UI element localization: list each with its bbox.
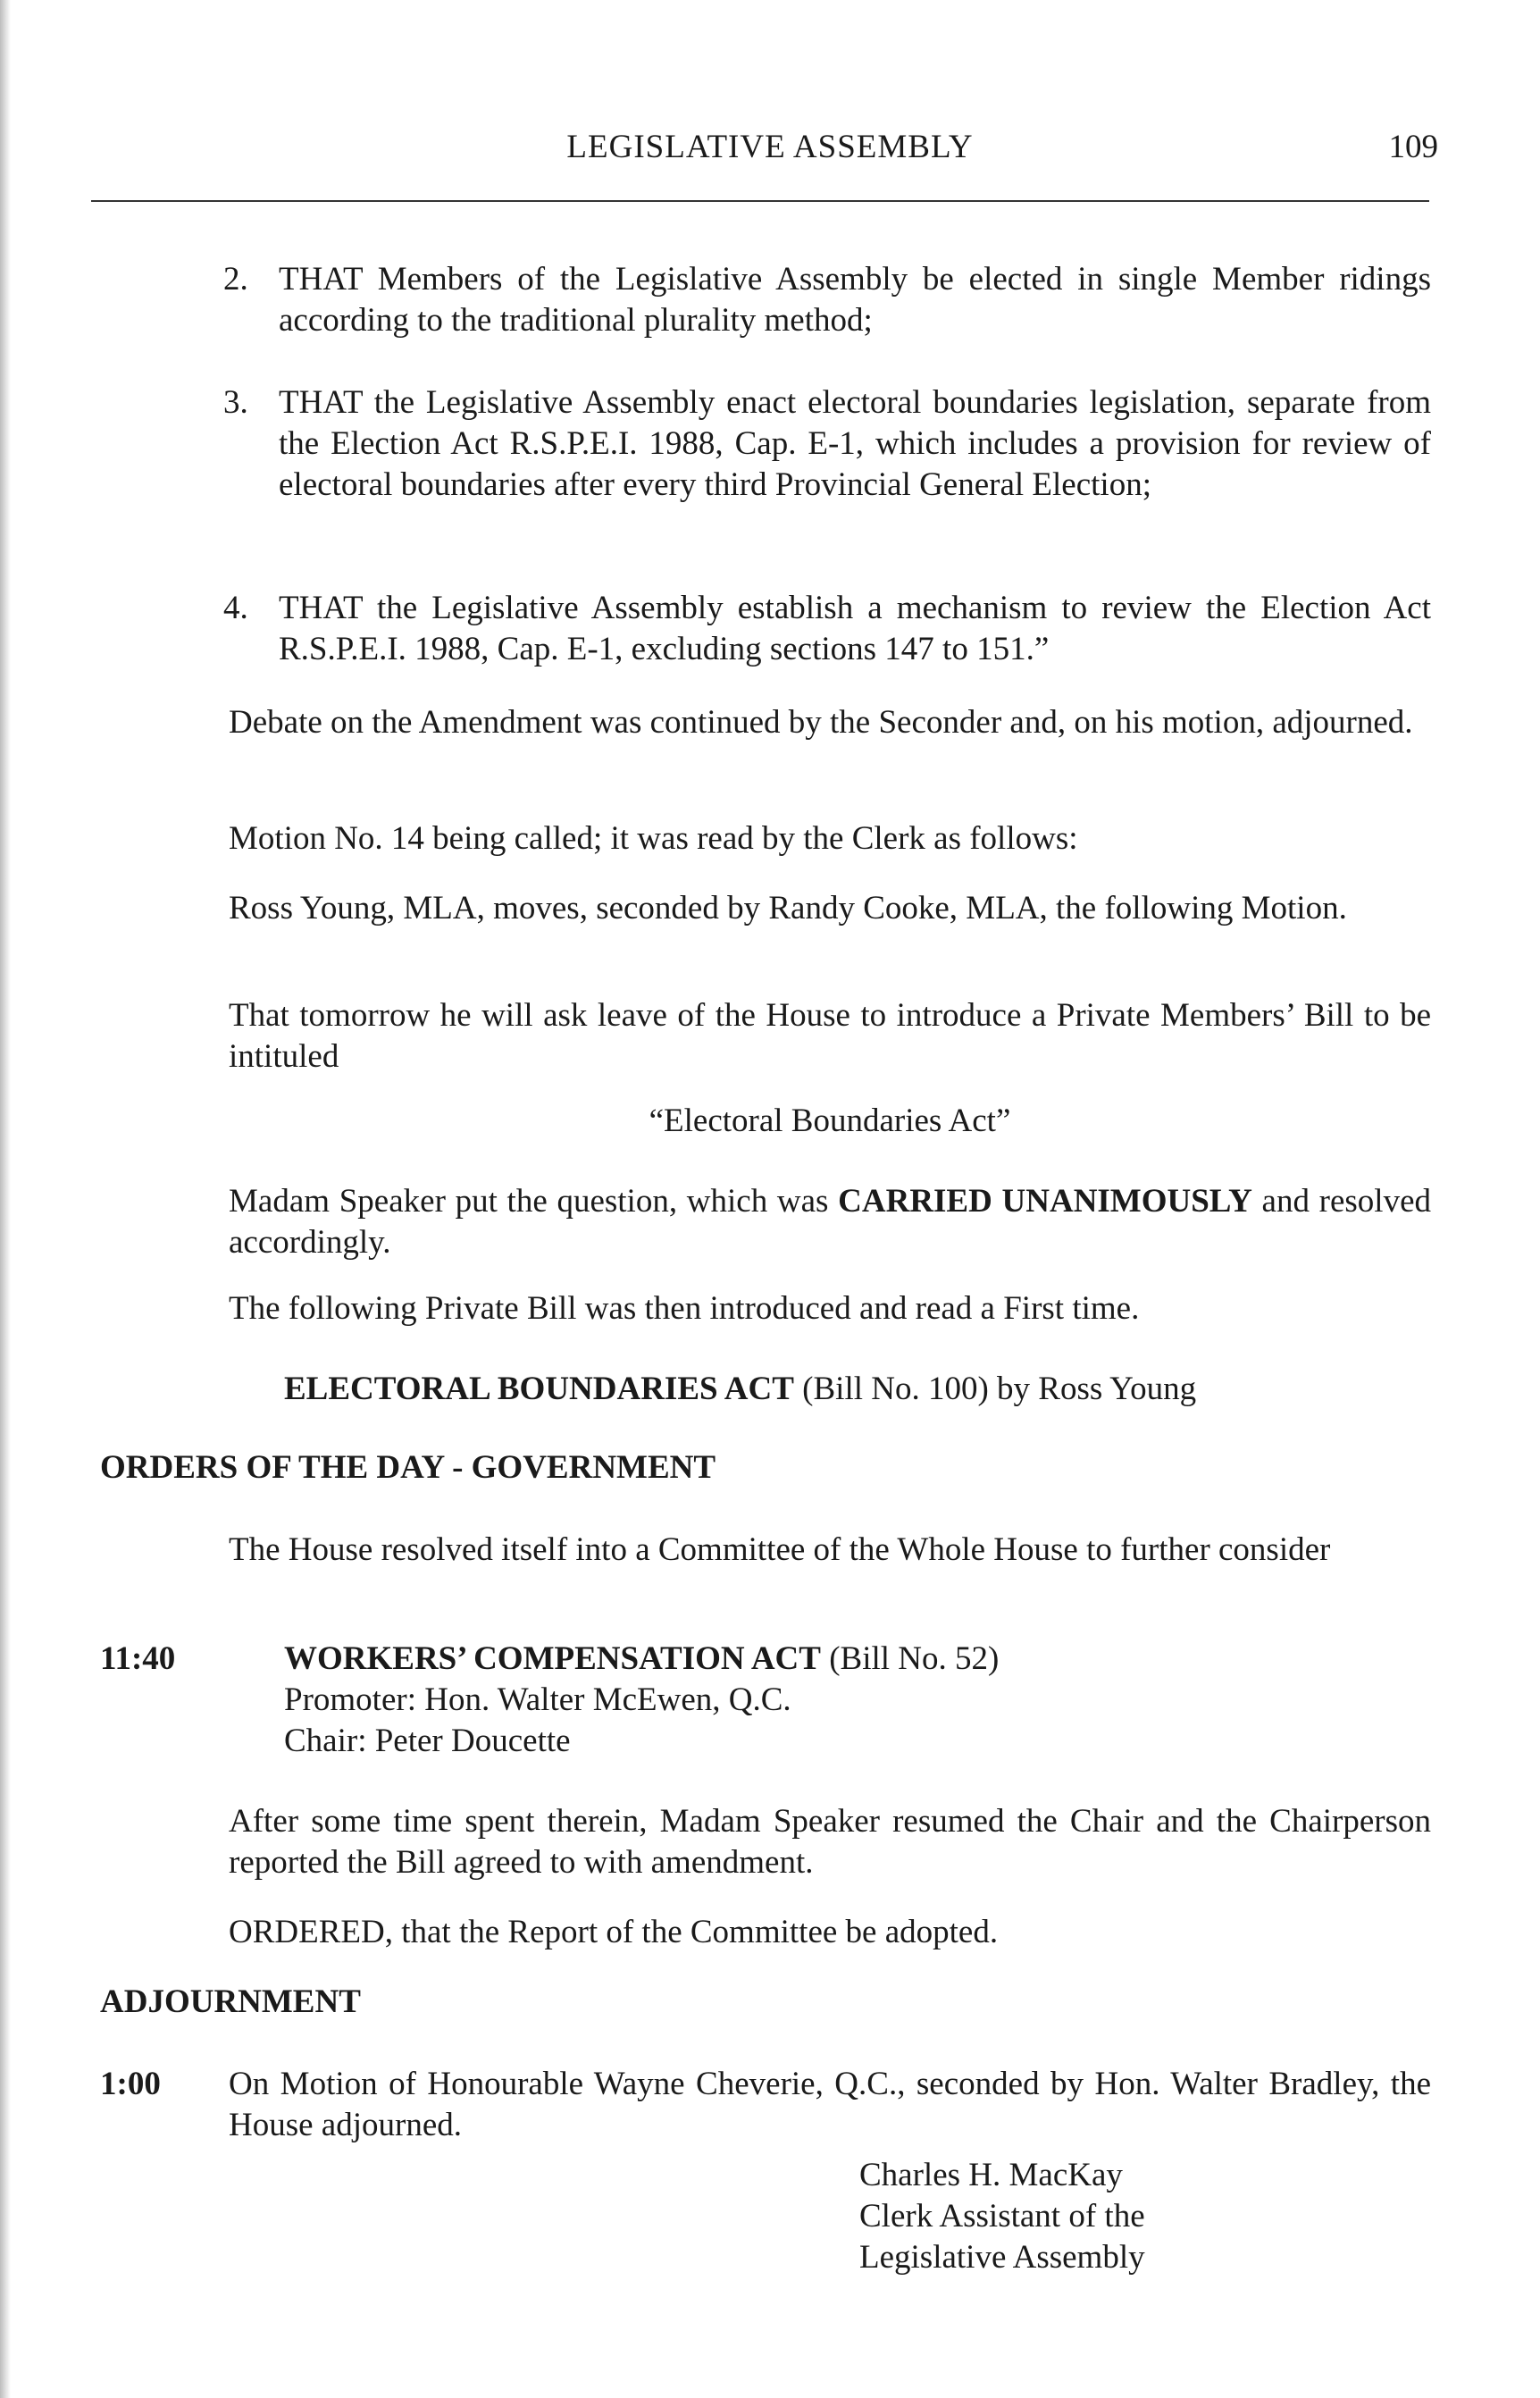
committee-paragraph: The House resolved itself into a Committee of the Whole House to further consider	[229, 1531, 1331, 1568]
list-item	[223, 259, 1431, 341]
adjournment-heading: ADJOURNMENT	[100, 1983, 361, 2020]
workers-bill-name: WORKERS’ COMPENSATION ACT	[284, 1640, 821, 1677]
item-number: 4.	[223, 590, 248, 626]
bill-introduced	[284, 1369, 1196, 1410]
workers-bill-title	[284, 1639, 1427, 1680]
carried-unanimously: CARRIED UNANIMOUSLY	[838, 1183, 1252, 1220]
question-suffix: and resolved accordingly.	[229, 1183, 1431, 1261]
question-prefix: Madam Speaker put the question, which was	[229, 1183, 839, 1220]
bill-title-quote: “Electoral Boundaries Act”	[649, 1103, 1011, 1139]
bill-chair: Chair: Peter Doucette	[284, 1723, 571, 1759]
after-time-paragraph: After some time spent therein, Madam Speaker resumed the Chair and the Chairperson reported the Bill agreed to with amendment.	[229, 1803, 1431, 1881]
list-item	[223, 588, 1431, 670]
signature-title: Clerk Assistant of the	[859, 2198, 1145, 2234]
motion-moves-paragraph: Ross Young, MLA, moves, seconded by Randy Cooke, MLA, the following Motion.	[229, 890, 1347, 926]
motion-text-paragraph: That tomorrow he will ask leave of the House to introduce a Private Members’ Bill to be intituled	[229, 997, 1431, 1075]
time-stamp: 1:00	[100, 2066, 161, 2102]
page-edge-shadow	[0, 0, 11, 2398]
item-text: THAT the Legislative Assembly establish a mechanism to review the Election Act R.S.P.E.I. 1988, Cap. E-1, excluding sections 147 to 151.”	[279, 590, 1431, 667]
debate-paragraph: Debate on the Amendment was continued by the Seconder and, on his motion, adjourned.	[229, 704, 1413, 741]
bill-promoter: Promoter: Hon. Walter McEwen, Q.C.	[284, 1681, 791, 1718]
ordered-paragraph: ORDERED, that the Report of the Committee be adopted.	[229, 1914, 999, 1950]
signature-block	[859, 2155, 1395, 2278]
list-item	[223, 382, 1431, 506]
page-number: 109	[1388, 129, 1438, 165]
item-text: THAT Members of the Legislative Assembly be elected in single Member ridings according to the traditional plurality method;	[279, 261, 1431, 339]
signature-name: Charles H. MacKay	[859, 2157, 1123, 2193]
motion-called-paragraph: Motion No. 14 being called; it was read by the Clerk as follows:	[229, 820, 1078, 857]
item-text: THAT the Legislative Assembly enact electoral boundaries legislation, separate from the Election Act R.S.P.E.I. 1988, Cap. E-1, which includes a provision for review of electoral boundaries after every third Provincial General Election;	[279, 384, 1431, 503]
time-stamp: 11:40	[100, 1640, 176, 1677]
question-paragraph	[229, 1181, 1431, 1263]
following-bill-paragraph: The following Private Bill was then introduced and read a First time.	[229, 1290, 1140, 1327]
signature-title: Legislative Assembly	[859, 2239, 1145, 2276]
item-number: 2.	[223, 261, 248, 298]
running-header: LEGISLATIVE ASSEMBLY	[566, 129, 974, 165]
header-rule	[91, 200, 1429, 202]
adjourn-motion-paragraph: On Motion of Honourable Wayne Cheverie, Q.C., seconded by Hon. Walter Bradley, the House adjourned.	[229, 2066, 1431, 2143]
orders-heading: ORDERS OF THE DAY - GOVERNMENT	[100, 1449, 716, 1486]
bill-details: (Bill No. 100) by Ross Young	[793, 1371, 1197, 1407]
bill-name: ELECTORAL BOUNDARIES ACT	[284, 1371, 794, 1407]
workers-bill-number: (Bill No. 52)	[820, 1640, 1000, 1677]
workers-bill-block	[284, 1639, 1427, 1762]
item-number: 3.	[223, 384, 248, 421]
